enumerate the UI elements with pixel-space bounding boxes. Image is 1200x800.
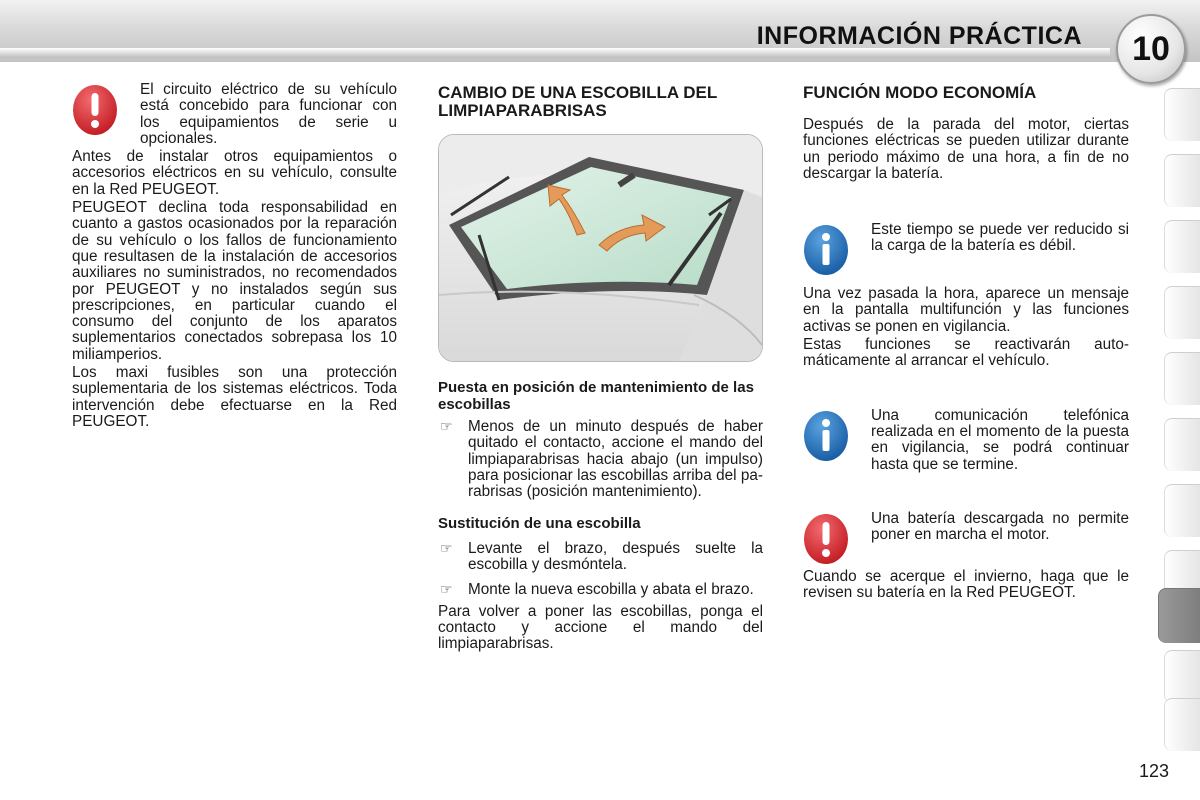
bullet-item xyxy=(438,582,763,598)
bullet-text: Monte la nueva escobilla y abata el brazo. xyxy=(468,580,754,598)
middle-column xyxy=(438,84,763,655)
side-tab[interactable] xyxy=(1164,484,1200,537)
side-tab[interactable] xyxy=(1164,650,1200,703)
pointing-hand-icon: ☞ xyxy=(440,580,453,597)
bullet-text: Levante el brazo, después suelte la escobilla y desmóntela. xyxy=(468,539,763,574)
chapter-title: INFORMACIÓN PRÁCTICA xyxy=(756,22,1082,50)
info-note xyxy=(803,408,1129,473)
replace-blade-title: Sustitución de una escobilla xyxy=(438,515,641,533)
maintenance-position-title: Puesta en posición de mantenimiento de las escobillas xyxy=(438,379,754,413)
paragraph: Cuando se acerque el invierno, haga que le revisen su batería en la Red PEUGEOT. xyxy=(803,567,1129,602)
info-note-text: Una comunicación telefónica realizada en el momento de la puesta en vigilancia, se podrá continuar hasta que se termine. xyxy=(871,406,1129,473)
warning-note-text: El circuito eléctrico de su vehículo está concebido para funcionar con los equipamientos de serie u opcionales. xyxy=(140,81,397,147)
chapter-side-tabs xyxy=(1158,88,1200,748)
side-tab[interactable] xyxy=(1164,88,1200,141)
bullet-text: Menos de un minuto después de haber quitado el contacto, accione el mando del limpiaparabrisas hacia abajo (un impulso) para posicionar las escobillas arriba del parabrisas (posición mantenimiento). xyxy=(468,418,763,501)
paragraph: Después de la parada del motor, ciertas funciones eléctricas se pueden utilizar durante un periodo máximo de una hora, a fin de no descargar la batería. xyxy=(803,116,1129,182)
info-note-text: Este tiempo se puede ver reducido si la carga de la batería es débil. xyxy=(871,221,1129,255)
section-title: FUNCIÓN MODO ECONOMÍA xyxy=(803,83,1037,102)
exclamation-icon xyxy=(803,513,849,565)
paragraph: Los maxi fusibles son una protección suplementaria de los sistemas eléctricos. Toda intervención debe efectuarse en la Red PEUGEOT. xyxy=(72,364,397,430)
side-tab[interactable] xyxy=(1164,220,1200,273)
exclamation-icon xyxy=(72,84,118,136)
right-column xyxy=(803,84,1129,603)
warning-note xyxy=(803,511,1129,563)
warning-note-text: Una batería descargada no permite poner en marcha el motor. xyxy=(871,509,1129,544)
side-tab[interactable] xyxy=(1164,352,1200,405)
paragraph: PEUGEOT declina toda responsabilidad en cuanto a gastos ocasionados por la reparación de su vehículo o los fallos de funcionamiento que resultasen de la instalación de accesorios auxiliares no suministrados, no recomendados por PEUGEOT y no instalados según sus prescripciones, en particular cuando el consumo del conjunto de los aparatos suplementarios conectados sobrepasa los 10 miliamperios. xyxy=(72,199,397,363)
closing-paragraph: Para volver a poner las escobillas, ponga el contacto y accione el mando del limpiaparabrisas. xyxy=(438,602,763,653)
chapter-number-badge: 10 xyxy=(1116,14,1186,84)
paragraph: Estas funciones se reactivarán automáticamente al arrancar el vehículo. xyxy=(803,336,1129,370)
side-tab[interactable] xyxy=(1164,154,1200,207)
side-tab-active[interactable] xyxy=(1158,588,1200,643)
pointing-hand-icon: ☞ xyxy=(440,539,453,556)
side-tab[interactable] xyxy=(1164,698,1200,751)
pointing-hand-icon: ☞ xyxy=(440,418,453,434)
paragraph: Una vez pasada la hora, aparece un mensaje en la pantalla multifunción y las funciones activas se ponen en vigilancia. xyxy=(803,285,1129,335)
warning-note xyxy=(72,82,397,147)
page-header xyxy=(0,0,1200,68)
info-icon xyxy=(803,224,849,276)
side-tab[interactable] xyxy=(1164,286,1200,339)
bullet-item xyxy=(438,419,763,500)
bullet-item xyxy=(438,541,763,574)
windscreen-drawing xyxy=(439,135,762,361)
side-tab[interactable] xyxy=(1164,418,1200,471)
info-note xyxy=(803,222,1129,274)
info-icon xyxy=(803,410,849,462)
paragraph: Antes de instalar otros equipamientos o accesorios eléctricos en su vehículo, consulte en la Red PEUGEOT. xyxy=(72,148,397,198)
left-column xyxy=(72,82,397,432)
windscreen-illustration xyxy=(438,134,763,362)
page-number: 123 xyxy=(1138,761,1169,781)
section-title: CAMBIO DE UNA ESCOBILLA DEL LIMPIAPARABRISAS xyxy=(438,83,717,120)
